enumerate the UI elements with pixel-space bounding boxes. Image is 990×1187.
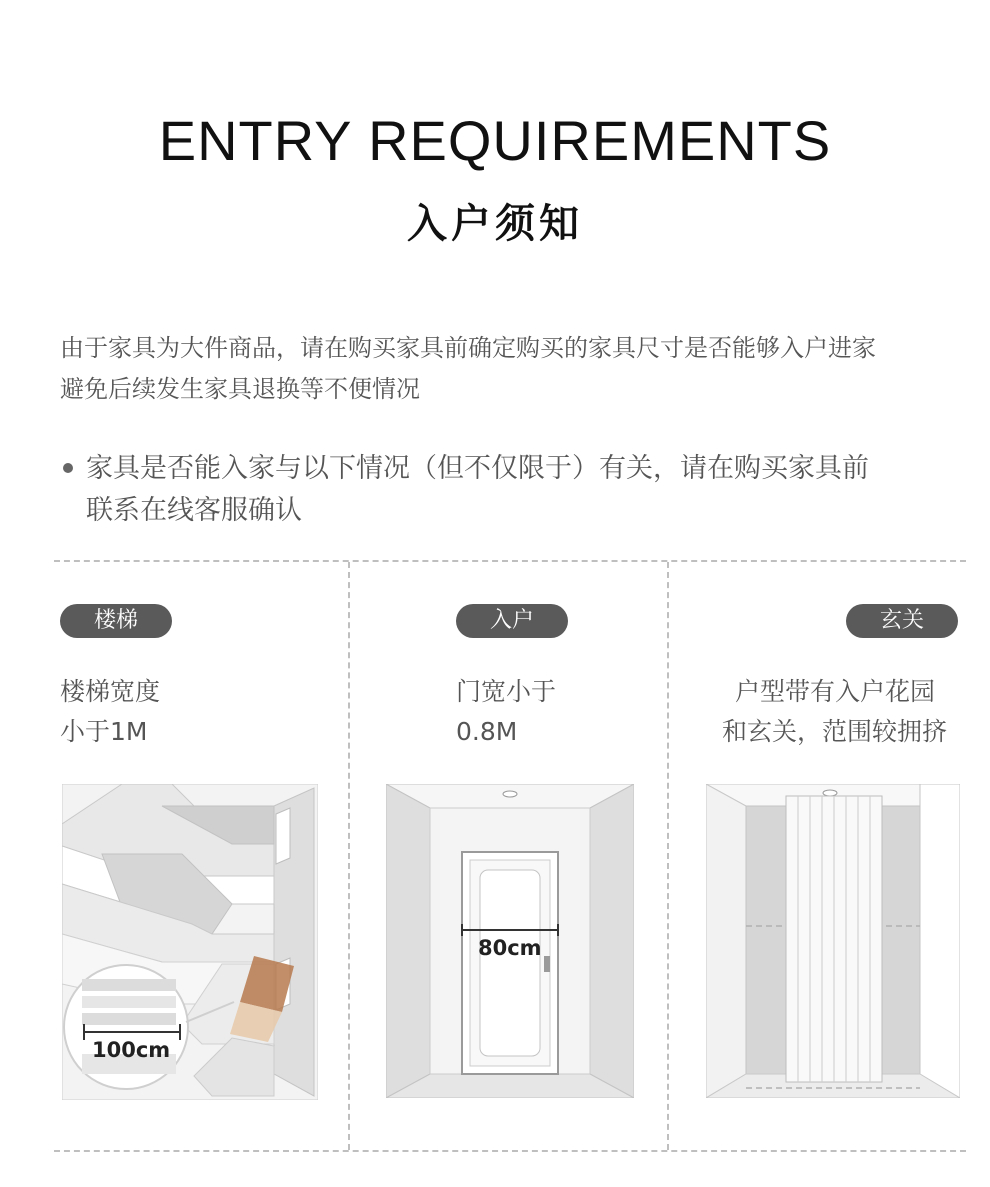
intro-line: 由于家具为大件商品，请在购买家具前确定购买的家具尺寸是否能够入户进家 bbox=[60, 334, 876, 362]
stairs-illustration bbox=[62, 784, 318, 1100]
tag-stairs: 楼梯 bbox=[60, 604, 172, 638]
door-width-label: 80cm bbox=[478, 936, 542, 960]
divider-column-2 bbox=[667, 562, 669, 1150]
tag-foyer: 玄关 bbox=[846, 604, 958, 638]
divider-top bbox=[54, 560, 966, 562]
entry-desc-line: 0.8M bbox=[456, 717, 518, 746]
stairs-width-label: 100cm bbox=[92, 1038, 171, 1062]
intro-line: 避免后续发生家具退换等不便情况 bbox=[60, 375, 420, 403]
tag-entry: 入户 bbox=[456, 604, 568, 638]
stairs-description bbox=[60, 672, 160, 752]
divider-bottom bbox=[54, 1150, 966, 1152]
door-illustration bbox=[386, 784, 634, 1098]
divider-column-1 bbox=[348, 562, 350, 1150]
stairs-desc-line: 楼梯宽度 bbox=[60, 677, 161, 706]
entry-desc-line: 门宽小于 bbox=[456, 677, 557, 706]
stairs-desc-line: 小于1M bbox=[60, 717, 148, 746]
foyer-desc-line: 户型带有入户花园 bbox=[735, 677, 936, 706]
entry-description bbox=[456, 672, 556, 752]
bullet-note bbox=[86, 448, 966, 532]
foyer-desc-line: 和玄关，范围较拥挤 bbox=[722, 717, 948, 746]
page-title-english: ENTRY REQUIREMENTS bbox=[158, 109, 832, 172]
bullet-icon bbox=[63, 463, 73, 473]
intro-paragraph bbox=[60, 328, 960, 410]
foyer-illustration bbox=[706, 784, 960, 1098]
page-title-chinese: 入户须知 bbox=[407, 201, 583, 247]
bullet-line: 联系在线客服确认 bbox=[86, 495, 302, 526]
bullet-line: 家具是否能入家与以下情况（但不仅限于）有关，请在购买家具前 bbox=[86, 453, 869, 484]
foyer-description bbox=[722, 672, 947, 752]
foyer-drawing bbox=[706, 784, 960, 1098]
